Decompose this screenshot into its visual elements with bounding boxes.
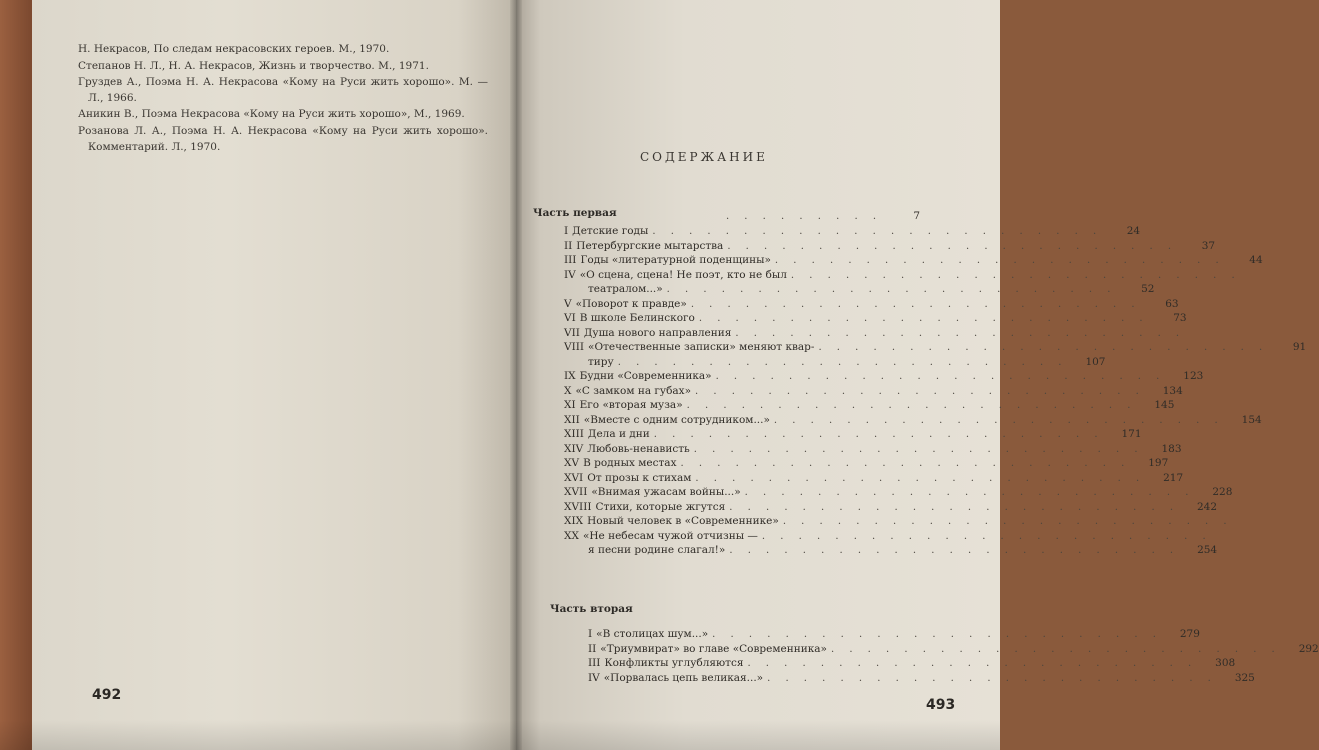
toc-row	[564, 514, 1233, 529]
toc-page-number: 24	[1126, 225, 1141, 237]
chapter-roman-numeral: XVI	[564, 471, 584, 484]
chapter-title: Дела и дни	[587, 428, 650, 440]
chapter-roman-numeral: XI	[564, 399, 576, 411]
toc-row	[564, 369, 1204, 384]
toc-row	[564, 413, 1262, 428]
bibliography-entry: Розанова Л. А., Поэма Н. А. Некрасова «Кому на Руси жить хорошо». Комментарий. Л., 1970.	[78, 124, 488, 153]
chapter-title: «О сцена, сцена! Не поэт, кто не был	[579, 268, 787, 281]
toc-row	[564, 326, 1186, 341]
bibliography-entry: Степанов Н. Л., Н. А. Некрасов, Жизнь и творчество. М., 1971.	[78, 59, 429, 72]
toc-row	[564, 355, 1106, 370]
toc-row	[564, 500, 1218, 515]
chapter-roman-numeral: VII	[564, 326, 580, 339]
dot-leader: . . . . . . . . . . . . . . . . . . . . . . . . .	[747, 658, 1198, 669]
chapter-roman-numeral: XV	[564, 457, 580, 469]
chapter-title: В школе Белинского	[579, 312, 695, 324]
toc-row	[540, 209, 920, 224]
chapter-title: В родных местах	[583, 457, 677, 469]
dot-leader: . . . . . . . . . . . . . . . . . . . . . . . . .	[712, 629, 1162, 640]
chapter-title: «Отечественные записки» меняют квар-	[588, 341, 815, 353]
dot-leader: . . . . . . . . . . . . . . . . . . . . . . . . .	[686, 400, 1137, 411]
chapter-title: Детские годы	[572, 225, 649, 237]
toc-page-number: 37	[1201, 239, 1216, 252]
dot-leader: . . . . . . . . . . . . . . . . . . . . . . . . .	[818, 342, 1269, 353]
chapter-title: «Триумвират» во главе «Современника»	[600, 642, 827, 655]
chapter-title: Петербургские мытарства	[576, 239, 724, 252]
toc-page-number: 44	[1249, 254, 1263, 266]
toc-page-number: 292	[1298, 642, 1319, 655]
bottom-shadow	[0, 720, 1000, 750]
toc-page-number: 183	[1161, 442, 1182, 455]
dot-leader: . . . . . . . . . . . . . . . . . . . . . . . . .	[690, 298, 1141, 310]
bibliography-entry: Аникин В., Поэма Некрасова «Кому на Руси жить хорошо», М., 1969.	[78, 108, 465, 121]
dot-leader: . . . . . . . . . . . . . . . . . . . . . . . . .	[782, 516, 1233, 527]
chapter-title: «С замком на губах»	[575, 384, 692, 397]
toc-page-number: 7	[913, 210, 920, 222]
chapter-roman-numeral: XII	[564, 413, 580, 426]
chapter-roman-numeral: V	[564, 297, 572, 310]
dot-leader: . . . . . . . . . . . . . . . . . . . . . . . . .	[693, 443, 1144, 455]
dot-leader: . . . . . . . . .	[725, 211, 882, 222]
bibliography-list	[78, 42, 488, 155]
chapter-title: Будни «Современника»	[579, 370, 712, 382]
chapter-roman-numeral: II	[564, 239, 573, 252]
toc-row	[564, 442, 1182, 457]
chapter-title: «Порвалась цепь великая...»	[603, 671, 764, 684]
chapter-roman-numeral: XIX	[564, 515, 584, 527]
toc-row	[588, 627, 1200, 642]
toc-page-number: 145	[1154, 399, 1175, 411]
chapter-roman-numeral: IX	[564, 370, 576, 382]
toc-page-number: 63	[1165, 297, 1179, 310]
chapter-roman-numeral: XVIII	[564, 500, 592, 513]
part-two-label: Часть вторая	[550, 603, 633, 615]
chapter-title: Стихи, которые жгутся	[595, 500, 726, 513]
toc-row	[564, 311, 1187, 326]
chapter-roman-numeral: I	[588, 628, 593, 640]
toc-row	[564, 427, 1142, 442]
bibliography-entry: Груздев А., Поэма Н. А. Некрасова «Кому на Руси жить хорошо». М. — Л., 1966.	[78, 76, 488, 104]
chapter-roman-numeral: IV	[588, 671, 600, 684]
dot-leader: . . . . . . . . . . . . . . . . . . . . . . . . .	[666, 284, 1117, 295]
dot-leader: . . . . . . . . . . . . . . . . . . . . . . . . .	[652, 226, 1103, 237]
chapter-title: театралом...»	[588, 283, 663, 295]
dot-leader: . . . . . . . . . . . . . . . . . . . . . . . . .	[695, 385, 1145, 397]
dot-leader: . . . . . . . . . . . . . . . . . . . . . . . . .	[727, 240, 1178, 252]
toc-row	[564, 282, 1155, 297]
toc-row	[564, 224, 1141, 239]
chapter-title: «Не небесам чужой отчизны —	[582, 529, 758, 542]
chapter-roman-numeral: XX	[564, 529, 579, 542]
dot-leader: . . . . . . . . . . . . . . . . . . . . . . . . .	[735, 327, 1186, 339]
toc-row	[564, 485, 1233, 500]
toc-page-number: 52	[1141, 283, 1155, 295]
toc-page-number: 325	[1234, 671, 1255, 684]
toc-page-number: 91	[1292, 341, 1307, 353]
toc-page-number: 308	[1215, 657, 1236, 669]
right-page-number: 493	[926, 697, 956, 713]
chapter-title: Душа нового направления	[583, 326, 732, 339]
chapter-title: «Внимая ужасам войны...»	[591, 486, 741, 498]
part-one-label: Часть первая	[533, 207, 617, 219]
toc-part-one-list	[564, 224, 1307, 558]
toc-page-number: 279	[1179, 628, 1200, 640]
toc-row	[588, 656, 1236, 671]
toc-page-number: 107	[1085, 355, 1106, 368]
dot-leader: . . . . . . . . . . . . . . . . . . . . . . . . .	[680, 458, 1131, 469]
toc-row	[564, 543, 1218, 558]
dot-leader: . . . . . . . . . . . . . . . . . . . . . . . . .	[729, 545, 1180, 556]
toc-page-number: 242	[1196, 500, 1218, 513]
toc-row	[564, 384, 1183, 399]
chapter-title: Его «вторая муза»	[579, 399, 683, 411]
dot-leader: . . . . . . . . . . . . . . . . . . . . . . . . .	[830, 643, 1281, 655]
toc-page-number: 123	[1183, 370, 1204, 382]
dot-leader: . . . . . . . . . . . . . . . . . . . . . . . . .	[790, 269, 1241, 281]
chapter-roman-numeral: X	[564, 384, 572, 397]
toc-part-two-list	[588, 627, 1319, 685]
toc-row	[564, 529, 1212, 544]
toc-page-number: 197	[1148, 457, 1169, 469]
dot-leader: . . . . . . . . . . . . . . . . . . . . . . . . .	[653, 429, 1104, 440]
toc-row	[588, 642, 1319, 657]
book-gutter	[510, 0, 522, 750]
chapter-roman-numeral: IV	[564, 268, 576, 281]
chapter-title: Конфликты углубляются	[604, 657, 744, 669]
chapter-roman-numeral: III	[588, 657, 601, 669]
toc-row	[564, 456, 1169, 471]
chapter-title: «В столицах шум...»	[596, 628, 709, 640]
chapter-title: я песни родине слагал!»	[588, 544, 726, 556]
chapter-roman-numeral: XIII	[564, 428, 584, 440]
chapter-title: «Поворот к правде»	[575, 297, 687, 310]
chapter-title: тиру	[588, 355, 614, 368]
chapter-roman-numeral: XVII	[564, 486, 588, 498]
toc-page-number: 134	[1162, 384, 1183, 397]
toc-row	[588, 671, 1255, 686]
chapter-title: Любовь-ненависть	[587, 442, 690, 455]
dot-leader: . . . . . . . . . . . . . . . . . . . . . . . . .	[767, 672, 1217, 684]
toc-page-number: 171	[1121, 428, 1142, 440]
part-one-intro	[540, 209, 920, 224]
dot-leader: . . . . . . . . . . . . . . . . . . . . . . . . .	[715, 371, 1166, 382]
chapter-title: От прозы к стихам	[587, 471, 692, 484]
toc-page-number: 154	[1241, 413, 1262, 426]
toc-page-number: 73	[1173, 312, 1187, 324]
chapter-roman-numeral: VI	[564, 312, 576, 324]
dot-leader: . . . . . . . . . . . . . . . . . . . . . . . . .	[695, 472, 1146, 484]
chapter-roman-numeral: XIV	[564, 442, 584, 455]
dot-leader: . . . . . . . . . . . . . . . . . . . . . . . . .	[617, 356, 1068, 368]
dot-leader: . . . . . . . . . . . . . . . . . . . . . . . . .	[744, 487, 1195, 498]
bibliography-entry: Н. Некрасов, По следам некрасовских героев. М., 1970.	[78, 43, 390, 55]
toc-row	[564, 297, 1179, 312]
chapter-roman-numeral: I	[564, 225, 569, 237]
chapter-title: «Вместе с одним сотрудником...»	[583, 413, 770, 426]
toc-row	[564, 398, 1175, 413]
chapter-roman-numeral: II	[588, 642, 597, 655]
dot-leader: . . . . . . . . . . . . . . . . . . . . . . . . .	[773, 414, 1224, 426]
toc-page-number: 217	[1163, 471, 1184, 484]
toc-row	[564, 268, 1241, 283]
dot-leader: . . . . . . . . . . . . . . . . . . . . . . . . .	[774, 255, 1225, 266]
chapter-title: Годы «литературной поденщины»	[580, 254, 771, 266]
chapter-roman-numeral: III	[564, 254, 577, 266]
toc-page-number: 254	[1197, 544, 1218, 556]
toc-row	[564, 340, 1307, 355]
chapter-title: Новый человек в «Современнике»	[587, 515, 779, 527]
chapter-roman-numeral: VIII	[564, 341, 585, 353]
toc-row	[564, 471, 1184, 486]
toc-row	[564, 253, 1263, 268]
dot-leader: . . . . . . . . . . . . . . . . . . . . . . . . .	[698, 313, 1149, 324]
left-page-number: 492	[92, 687, 122, 703]
toc-row	[564, 239, 1216, 254]
dot-leader: . . . . . . . . . . . . . . . . . . . . . . . . .	[761, 530, 1212, 542]
dot-leader: . . . . . . . . . . . . . . . . . . . . . . . . .	[729, 501, 1180, 513]
toc-title: СОДЕРЖАНИЕ	[640, 150, 768, 164]
toc-page-number: 228	[1212, 486, 1233, 498]
